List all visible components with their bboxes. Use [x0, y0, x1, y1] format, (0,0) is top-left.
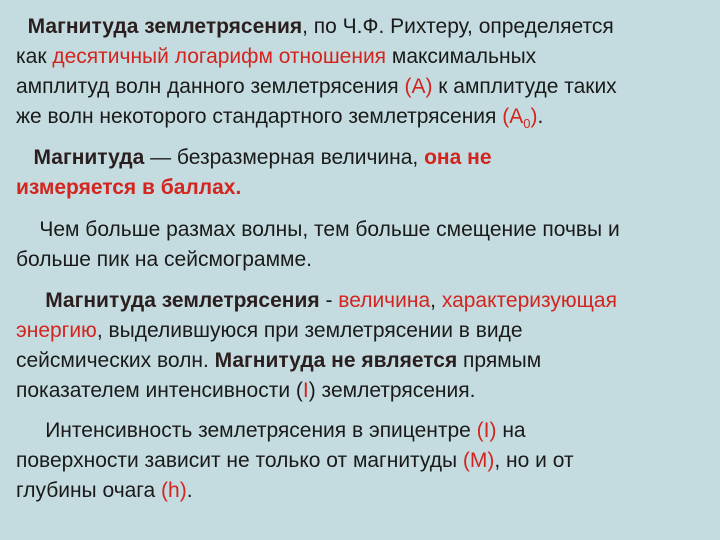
text: . [537, 105, 544, 128]
symbol-i: I [302, 379, 309, 402]
symbol-m: (М) [462, 449, 495, 472]
text: амплитуд волн данного землетрясения [16, 75, 405, 98]
text: же волн некоторого стандартного землетрясения [16, 105, 503, 128]
text: Интенсивность землетрясения в эпицентре [45, 419, 477, 442]
symbol-a: (А) [404, 75, 433, 98]
text: ) землетрясения. [308, 379, 476, 402]
text: к амплитуде таких [432, 75, 617, 98]
text: больше пик на сейсмограмме. [16, 248, 312, 271]
highlight-not-measured: она не [424, 146, 492, 169]
symbol-a0-close: ) [530, 105, 538, 128]
text: , но и от [494, 449, 574, 472]
highlight-energy: энергию [16, 319, 97, 342]
symbol-a0-subscript: 0 [523, 116, 531, 132]
text: . [186, 479, 193, 502]
symbol-a0-base: (А [502, 105, 524, 128]
text: как [16, 45, 53, 68]
symbol-i: (I) [476, 419, 497, 442]
symbol-h: (h) [161, 479, 187, 502]
text: Чем больше размах волны, тем больше смещение почвы и [39, 218, 620, 241]
text: - [319, 289, 339, 312]
highlight-characterizing: характеризующая [441, 289, 617, 312]
text: сейсмических волн. [16, 349, 215, 372]
text: , выделившуюся при землетрясении в виде [96, 319, 523, 342]
text: — безразмерная величина, [144, 146, 425, 169]
term-magnitude: Магнитуда землетрясения [27, 15, 303, 38]
paragraph-intensity [16, 416, 710, 506]
text: поверхности зависит не только от магнитуды [16, 449, 463, 472]
text: на [496, 419, 526, 442]
symbol-a0 [502, 105, 538, 132]
text: максимальных [386, 45, 537, 68]
highlight-log-ratio: десятичный логарифм отношения [52, 45, 387, 68]
text: показателем интенсивности ( [16, 379, 303, 402]
text: прямым [457, 349, 542, 372]
text: , по Ч.Ф. Рихтеру, определяется [302, 15, 614, 38]
highlight-value: величина [338, 289, 431, 312]
text: глубины очага [16, 479, 162, 502]
paragraph-magnitude-energy [16, 286, 710, 406]
term-magnitude: Магнитуда землетрясения [45, 289, 320, 312]
paragraph-wave-amplitude [16, 215, 710, 275]
paragraph-dimensionless [16, 143, 710, 203]
highlight-not-measured-cont: измеряется в баллах. [16, 176, 242, 199]
paragraph-magnitude-definition [16, 12, 710, 132]
term-magnitude: Магнитуда [33, 146, 145, 169]
text: , [430, 289, 442, 312]
term-not-indicator: Магнитуда не является [214, 349, 458, 372]
